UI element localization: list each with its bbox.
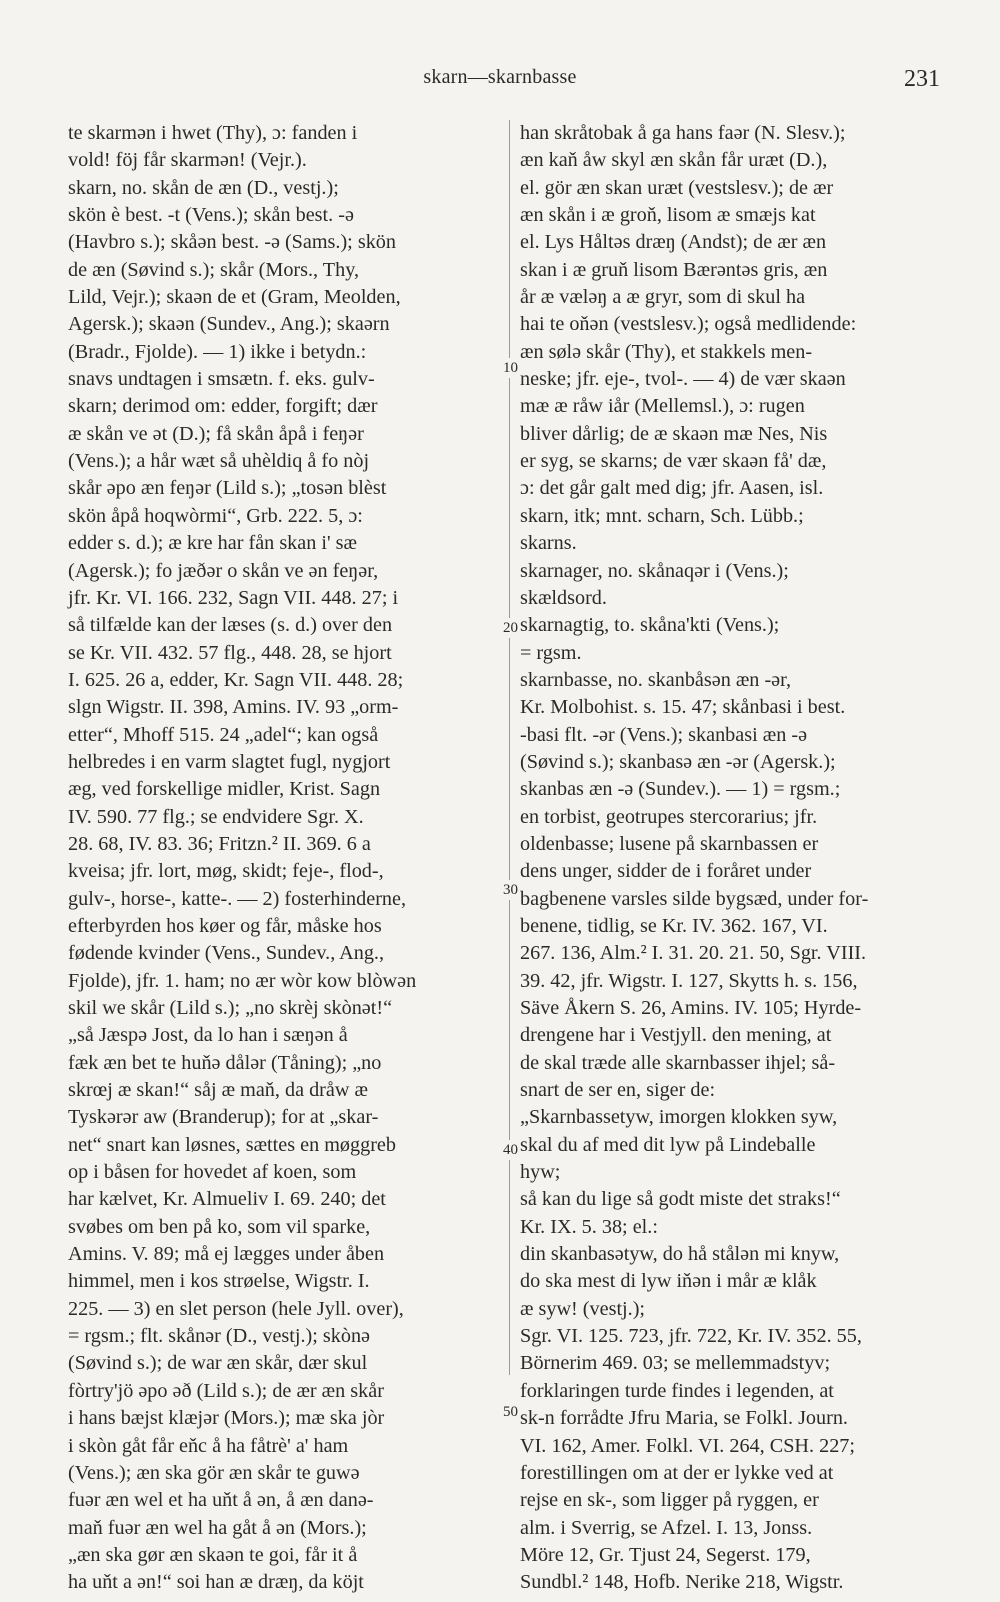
text-line: år æ væləŋ a æ gryr, som di skul ha bbox=[520, 286, 806, 309]
text-line: skarn, no. skån de æn (D., vestj.); bbox=[68, 176, 339, 199]
text-line: fòrtry'jö əpo əð (Lild s.); de ær æn skår bbox=[68, 1379, 384, 1402]
text-line: æg, ved forskellige midler, Krist. Sagn bbox=[68, 778, 381, 801]
text-line: se Kr. VII. 432. 57 flg., 448. 28, se hjort bbox=[68, 641, 392, 664]
text-line: Kr. Molbohist. s. 15. 47; skånbasi i best. bbox=[520, 696, 846, 719]
text-line: (Søvind s.); de war æn skår, dær skul bbox=[68, 1352, 368, 1375]
text-line: Möre 12, Gr. Tjust 24, Segerst. 179, bbox=[520, 1543, 811, 1566]
text-line: bliver dårlig; de æ skaən mæ Nes, Nis bbox=[520, 422, 828, 445]
text-line: op i båsen for hovedet af koen, som bbox=[68, 1161, 357, 1184]
text-line: Agersk.); skaən (Sundev., Ang.); skaərn bbox=[68, 313, 390, 336]
text-line: æn skån i æ groň, lisom æ smæjs kat bbox=[520, 204, 816, 227]
text-line: net“ snart kan løsnes, sættes en møggreb bbox=[68, 1133, 396, 1156]
text-line: jfr. Kr. VI. 166. 232, Sagn VII. 448. 27; i bbox=[68, 586, 399, 609]
text-line: så kan du lige så godt miste det straks!“ bbox=[520, 1188, 841, 1211]
text-line: skældsord. bbox=[520, 586, 607, 609]
text-line: 28. 68, IV. 83. 36; Fritzn.² II. 369. 6 a bbox=[68, 832, 371, 855]
text-line: alm. i Sverrig, se Afzel. I. 13, Jonss. bbox=[520, 1516, 813, 1539]
text-line: himmel, men i kos strøelse, Wigstr. I. bbox=[68, 1270, 370, 1293]
text-line: 39. 42, jfr. Wigstr. I. 127, Skytts h. s. 156, bbox=[520, 969, 858, 992]
text-line: etter“, Mhoff 515. 24 „adel“; kan også bbox=[68, 723, 379, 746]
text-line: skön è best. -t (Vens.); skån best. -ə bbox=[68, 204, 354, 227]
text-line: skarn, itk; mnt. scharn, Sch. Lübb.; bbox=[520, 504, 804, 527]
text-line: „æn ska gør æn skaən te goi, får it å bbox=[68, 1543, 358, 1566]
text-line: (Søvind s.); skanbasə æn -ər (Agersk.); bbox=[520, 750, 836, 773]
text-line: efterbyrden hos køer og får, måske hos bbox=[68, 914, 382, 937]
right-text-column bbox=[520, 120, 940, 1597]
text-line: mæ æ råw iår (Mellemsl.), ɔ: rugen bbox=[520, 395, 805, 418]
text-line: (Vens.); a hår wæt så uhèldiq å fo nòj bbox=[68, 450, 370, 473]
text-line: maň fuər æn wel ha gåt å ən (Mors.); bbox=[68, 1516, 367, 1539]
text-line: el. Lys Håltəs dræŋ (Andst); de ær æn bbox=[520, 231, 827, 254]
text-line: forestillingen om at der er lykke ved at bbox=[520, 1461, 834, 1484]
text-line: kveisa; jfr. lort, møg, skidt; feje-, flod-, bbox=[68, 860, 384, 883]
text-line: te skarmən i hwet (Thy), ɔ: fanden i bbox=[68, 122, 358, 144]
text-line: skarnagtig, to. skåna'kti (Vens.); bbox=[520, 614, 780, 637]
text-line: skarnager, no. skånaqər i (Vens.); bbox=[520, 559, 789, 582]
text-line: drengene har i Vestjyll. den mening, at bbox=[520, 1024, 832, 1047]
text-line: Kr. IX. 5. 38; el.: bbox=[520, 1215, 658, 1238]
text-line: Börnerim 469. 03; se mellemmadstyv; bbox=[520, 1352, 831, 1375]
text-line: ha uňt a ən!“ soi han æ dræŋ, da köjt bbox=[68, 1571, 364, 1594]
text-line: skil we skår (Lild s.); „no skrèj skònət!“ bbox=[68, 997, 393, 1019]
text-line: Säve Åkern S. 26, Amins. IV. 105; Hyrde- bbox=[520, 997, 862, 1019]
text-line: snart de ser en, siger de: bbox=[520, 1079, 716, 1102]
text-line: fuər æn wel et ha uňt å ən, å æn danə- bbox=[68, 1489, 374, 1512]
text-line: (Agersk.); fo jæðər o skån ve ən feŋər, bbox=[68, 559, 379, 582]
text-line: (Bradr., Fjolde). — 1) ikke i betydn.: bbox=[68, 340, 367, 363]
text-line: skarnbasse, no. skanbåsən æn -ər, bbox=[520, 668, 792, 691]
text-line: ɔ: det går galt med dig; jfr. Aasen, isl. bbox=[520, 477, 824, 500]
column-divider bbox=[509, 120, 510, 1375]
text-line: (Vens.); æn ska gör æn skår te guwə bbox=[68, 1461, 360, 1484]
text-line: rejse en sk-, som ligger på ryggen, er bbox=[520, 1489, 819, 1512]
text-line: hai te oňən (vestslesv.); også medlidende: bbox=[520, 313, 857, 336]
text-line: æn kaň åw skyl æn skån får uræt (D.), bbox=[520, 149, 828, 172]
text-line: neske; jfr. eje-, tvol-. — 4) de vær skaən bbox=[520, 368, 846, 391]
text-line: IV. 590. 77 flg.; se endvidere Sgr. X. bbox=[68, 805, 364, 828]
text-line: benene, tidlig, se Kr. IV. 362. 167, VI. bbox=[520, 914, 828, 937]
text-line: dens unger, sidder de i foråret under bbox=[520, 860, 812, 883]
text-line: skanbas æn -ə (Sundev.). — 1) = rgsm.; bbox=[520, 778, 841, 801]
text-line: i skòn gåt får eňc å ha fåtrè' a' ham bbox=[68, 1434, 349, 1457]
text-line: så tilfælde kan der læses (s. d.) over den bbox=[68, 614, 393, 637]
margin-line-number: 50 bbox=[503, 1404, 518, 1420]
text-line: Sgr. VI. 125. 723, jfr. 722, Kr. IV. 352. 55, bbox=[520, 1325, 862, 1348]
text-line: „så Jæspə Jost, da lo han i sæŋən å bbox=[68, 1024, 348, 1047]
text-line: (Havbro s.); skåən best. -ə (Sams.); skön bbox=[68, 231, 396, 254]
text-line: han skråtobak å ga hans faər (N. Slesv.); bbox=[520, 122, 846, 144]
text-line: 267. 136, Alm.² I. 31. 20. 21. 50, Sgr. VIII. bbox=[520, 942, 867, 965]
text-line: snavs undtagen i smsætn. f. eks. gulv- bbox=[68, 368, 375, 391]
text-line: æ syw! (vestj.); bbox=[520, 1297, 646, 1320]
text-line: VI. 162, Amer. Folkl. VI. 264, CSH. 227; bbox=[520, 1434, 855, 1457]
text-line: vold! föj får skarmən! (Vejr.). bbox=[68, 149, 307, 172]
text-line: har kælvet, Kr. Almueliv I. 69. 240; det bbox=[68, 1188, 386, 1211]
text-line: Sundbl.² 148, Hofb. Nerike 218, Wigstr. bbox=[520, 1571, 844, 1594]
text-line: en torbist, geotrupes stercorarius; jfr. bbox=[520, 805, 818, 828]
text-line: skår əpo æn feŋər (Lild s.); „tosən blèst bbox=[68, 477, 387, 500]
text-line: skarns. bbox=[520, 532, 577, 555]
text-line: do ska mest di lyw iňən i mår æ klåk bbox=[520, 1270, 817, 1293]
text-line: fæk æn bet te huňə dålər (Tåning); „no bbox=[68, 1051, 382, 1074]
text-line: slgn Wigstr. II. 398, Amins. IV. 93 „orm- bbox=[68, 696, 399, 719]
text-line: de æn (Søvind s.); skår (Mors., Thy, bbox=[68, 258, 360, 281]
text-line: skrœj æ skan!“ såj æ maň, da dråw æ bbox=[68, 1079, 368, 1102]
text-line: er syg, se skarns; de vær skaən få' dæ, bbox=[520, 450, 827, 473]
text-line: i hans bæjst klæjər (Mors.); mæ ska jòr bbox=[68, 1407, 385, 1430]
text-line: helbredes i en varm slagtet fugl, nygjort bbox=[68, 750, 391, 773]
margin-line-number: 30 bbox=[503, 882, 518, 898]
header-title: skarn—skarnbasse bbox=[423, 66, 577, 88]
margin-line-number: 10 bbox=[503, 360, 518, 376]
text-line: de skal træde alle skarnbasser ihjel; så- bbox=[520, 1051, 836, 1074]
text-line: skan i æ gruň lisom Bærəntəs gris, æn bbox=[520, 258, 828, 281]
text-line: Fjolde), jfr. 1. ham; no ær wòr kow blòwən bbox=[68, 969, 417, 992]
text-line: edder s. d.); æ kre har fån skan i' sæ bbox=[68, 532, 357, 555]
text-line: æ skån ve ət (D.); få skån åpå i feŋər bbox=[68, 422, 364, 445]
text-line: Lild, Vejr.); skaən de et (Gram, Meolden, bbox=[68, 286, 401, 309]
text-line: din skanbasətyw, do hå stålən mi knyw, bbox=[520, 1243, 840, 1266]
text-line: skön åpå hoqwòrmi“, Grb. 222. 5, ɔ: bbox=[68, 504, 363, 527]
text-line: -basi flt. -ər (Vens.); skanbasi æn -ə bbox=[520, 723, 808, 746]
text-line: æn sølə skår (Thy), et stakkels men- bbox=[520, 340, 813, 363]
left-text-column bbox=[68, 120, 500, 1597]
text-line: Amins. V. 89; må ej lægges under åben bbox=[68, 1243, 385, 1266]
margin-line-number: 20 bbox=[503, 620, 518, 636]
text-line: gulv-, horse-, katte-. — 2) fosterhinderne, bbox=[68, 887, 407, 910]
text-line: hyw; bbox=[520, 1161, 561, 1184]
text-line: forklaringen turde findes i legenden, at bbox=[520, 1379, 834, 1402]
text-line: oldenbasse; lusene på skarnbassen er bbox=[520, 832, 819, 855]
text-line: „Skarnbassetyw, imorgen klokken syw, bbox=[520, 1106, 838, 1129]
text-line: = rgsm.; flt. skånər (D., vestj.); skònə bbox=[68, 1325, 371, 1348]
text-line: el. gör æn skan uræt (vestslesv.); de ær bbox=[520, 176, 834, 199]
text-line: = rgsm. bbox=[520, 641, 582, 664]
margin-line-number: 40 bbox=[503, 1142, 518, 1158]
text-line: skal du af med dit lyw på Lindeballe bbox=[520, 1133, 816, 1156]
page-number: 231 bbox=[904, 66, 940, 92]
text-line: skarn; derimod om: edder, forgift; dær bbox=[68, 395, 378, 418]
text-line: fødende kvinder (Vens., Sundev., Ang., bbox=[68, 942, 385, 965]
text-line: 225. — 3) en slet person (hele Jyll. over), bbox=[68, 1297, 404, 1320]
text-line: bagbenene varsles silde bygsæd, under for- bbox=[520, 887, 869, 910]
text-line: svøbes om ben på ko, som vil sparke, bbox=[68, 1215, 371, 1238]
text-line: sk-n forrådte Jfru Maria, se Folkl. Journ. bbox=[520, 1407, 848, 1430]
text-line: I. 625. 26 a, edder, Kr. Sagn VII. 448. 28; bbox=[68, 668, 404, 691]
text-line: Tyskərər aw (Branderup); for at „skar- bbox=[68, 1106, 379, 1129]
